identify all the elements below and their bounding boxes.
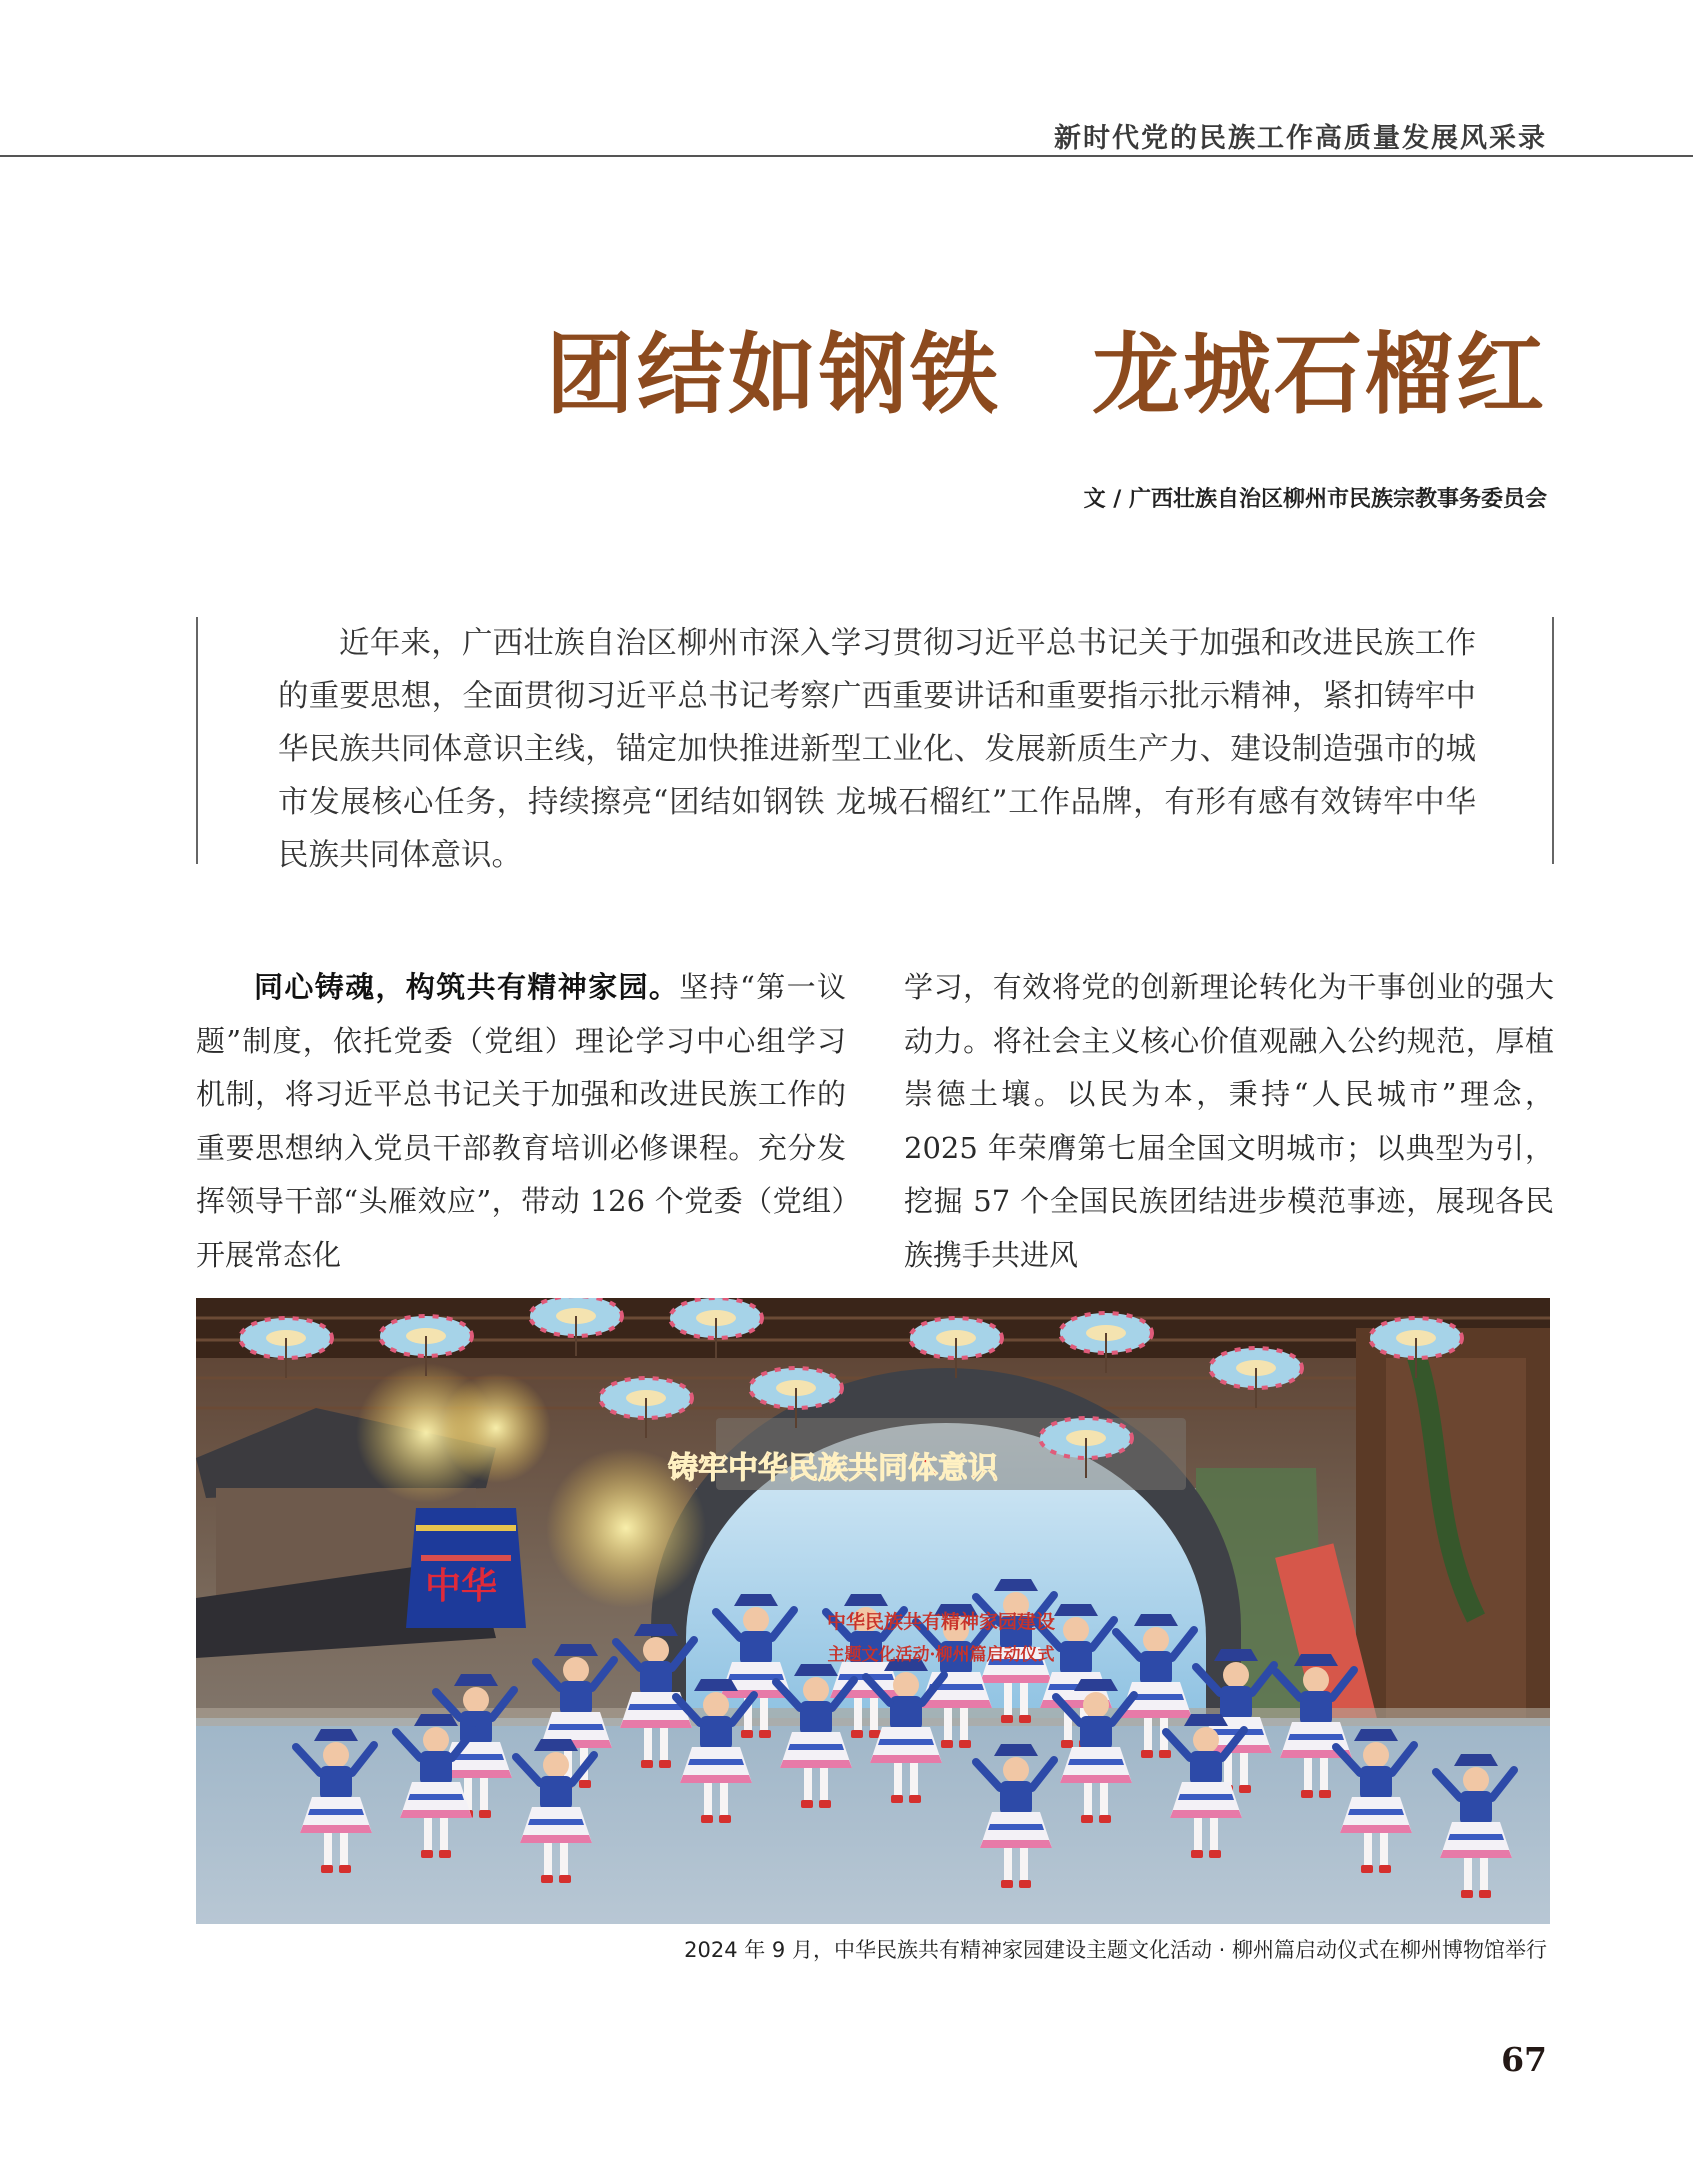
header-rule (0, 155, 1693, 157)
section-heading: 同心铸魂，构筑共有精神家园。 (254, 970, 680, 1004)
page-number: 67 (1501, 2040, 1547, 2079)
stage-banner: 铸牢中华民族共同体意识 (668, 1451, 998, 1486)
lead-box (196, 617, 1554, 873)
side-board-text: 中华 (424, 1565, 498, 1607)
photo-caption: 2024 年 9 月，中华民族共有精神家园建设主题文化活动 · 柳州篇启动仪式在柳州博物馆举行 (684, 1938, 1547, 1962)
article-title: 团结如钢铁 龙城石榴红 (545, 322, 1547, 426)
running-header: 新时代党的民族工作高质量发展风采录 (1054, 123, 1547, 154)
byline: 文 / 广西壮族自治区柳州市民族宗教事务委员会 (1083, 487, 1547, 512)
body-text-left: 坚持“第一议题”制度，依托党委（党组）理论学习中心组学习机制，将习近平总书记关于加强和改进民族工作的重要思想纳入党员干部教育培训必修课程。充分发挥领导干部“头雁效应”，带动 126 个党委（党组）开展常态化 (196, 970, 846, 1272)
lead-paragraph: 近年来，广西壮族自治区柳州市深入学习贯彻习近平总书记关于加强和改进民族工作的重要思想，全面贯彻习近平总书记考察广西重要讲话和重要指示批示精神，紧扣铸牢中华民族共同体意识主线，锚定加快推进新型工业化、发展新质生产力、建设制造强市的城市发展核心任务，持续擦亮“团结如钢铁 龙城石榴红”工作品牌，有形有感有效铸牢中华民族共同体意识。 (278, 626, 1476, 873)
screen-title-line1: 中华民族共有精神家园建设 (826, 1611, 1056, 1633)
event-photo (196, 1298, 1550, 1924)
screen-title-line2: 主题文化活动·柳州篇启动仪式 (827, 1645, 1055, 1665)
body-column-left (196, 961, 846, 1282)
body-column-right: 学习，有效将党的创新理论转化为干事创业的强大动力。将社会主义核心价值观融入公约规范，厚植崇德土壤。以民为本，秉持“人民城市”理念，2025 年荣膺第七届全国文明城市；以典型为引，挖掘 57 个全国民族团结进步模范事迹，展现各民族携手共进风 (904, 970, 1554, 1272)
